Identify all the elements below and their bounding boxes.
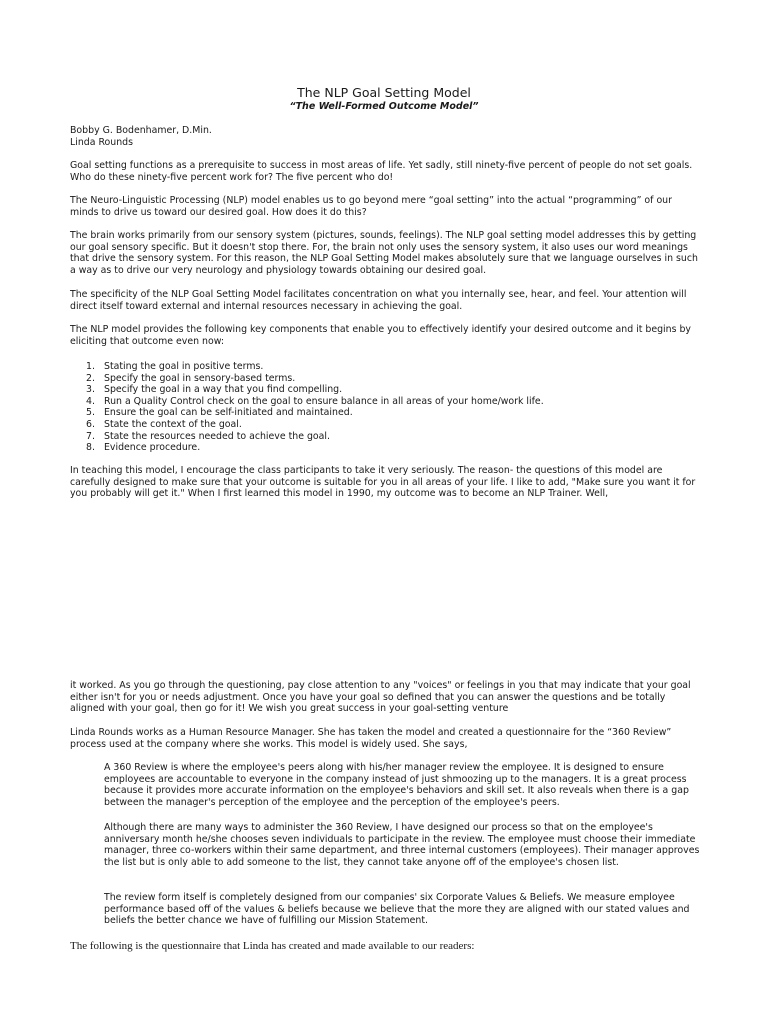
list-item-number: 6. — [86, 418, 95, 430]
linda-intro-paragraph: Linda Rounds works as a Human Resource Manager. She has taken the model and created a questionnaire for the “360 Review” process used at the company where she works. This model is widely used. She says, — [70, 727, 672, 750]
list-item-number: 5. — [86, 407, 95, 419]
list-item — [86, 361, 686, 373]
quote-paragraph: The review form itself is completely designed from our companies' six Corporate Values & Beliefs. We measure employee performance based off of the values & beliefs because we believe that the more they are aligned with our stated values and beliefs the better chance we have of fulfilling our Mission Statement. — [104, 892, 690, 927]
list-item-number: 4. — [86, 395, 95, 407]
author-name: Linda Rounds — [70, 136, 133, 148]
quote-paragraph: A 360 Review is where the employee's peers along with his/her manager review the employee. It is designed to ensure employees are accountable to everyone in the company instead of just shmoozing up to the managers. It is a great process because it provides more accurate information on the employee's behaviors and skill set. It also reveals when there is a gap between the manager's perception of the employee and the perception of the employee's peers. — [104, 762, 689, 808]
list-item — [86, 419, 686, 431]
body-paragraph: The brain works primarily from our sensory system (pictures, sounds, feelings). The NLP goal setting model addresses this by getting our goal sensory specific. But it doesn't stop there. For, the brain not only uses the sensory system, it also uses our word meanings that drive the sensory system. For this reason, the NLP Goal Setting Model makes absolutely sure that we language ourselves in such a way as to drive our very neurology and physiology towards obtaining our desired goal. — [70, 230, 698, 276]
author-list — [70, 125, 700, 148]
list-item-text: Evidence procedure. — [104, 442, 201, 454]
closing-line: The following is the questionnaire that Linda has created and made available to our readers: — [70, 940, 475, 952]
list-item-number: 7. — [86, 430, 95, 442]
body-paragraph: The NLP model provides the following key components that enable you to effectively identify your desired outcome and it begins by eliciting that outcome even now: — [70, 324, 691, 347]
list-item — [86, 442, 686, 454]
list-item-text: State the context of the goal. — [104, 418, 242, 430]
list-item — [86, 431, 686, 443]
body-paragraph: The specificity of the NLP Goal Setting Model facilitates concentration on what you internally see, hear, and feel. Your attention will direct itself toward external and internal resources necessary in achieving the goal. — [70, 289, 687, 312]
list-item-text: Specify the goal in sensory-based terms. — [104, 372, 296, 384]
list-item-number: 3. — [86, 384, 95, 396]
teaching-paragraph: In teaching this model, I encourage the class participants to take it very seriously. The reason- the questions of this model are carefully designed to make sure that your outcome is suitable for you in all areas of your life. I like to add, "Make sure you want it for you probably will get it." When I first learned this model in 1990, my outcome was to become an NLP Trainer. Well, — [70, 465, 696, 500]
quote-paragraph: Although there are many ways to administer the 360 Review, I have designed our process so that on the employee's anniversary month he/she chooses seven individuals to participate in the review. The employee must choose their immediate manager, three co-workers within their same department, and three internal customers (employees). Their manager approves the list but is only able to add someone to the list, they cannot take anyone off of the employee's chosen list. — [104, 822, 700, 868]
list-item — [86, 384, 686, 396]
list-item-text: Ensure the goal can be self-initiated and maintained. — [104, 407, 353, 419]
body-paragraph: The Neuro-Linguistic Processing (NLP) model enables us to go beyond mere “goal setting” into the actual “programming” of our minds to drive us toward our desired goal. How does it do this? — [70, 195, 672, 218]
continuation-paragraph: it worked. As you go through the questioning, pay close attention to any "voices" or feelings in you that may indicate that your goal either isn't for you or needs adjustment. Once you have your goal so defined that you can answer the questions and be totally aligned with your goal, then go for it! We wish you great success in your goal-setting venture — [70, 680, 691, 715]
list-item-text: Run a Quality Control check on the goal to ensure balance in all areas of your home/work life. — [104, 395, 544, 407]
document-subtitle: “The Well-Formed Outcome Model” — [289, 101, 479, 112]
list-item-number: 8. — [86, 442, 95, 454]
list-item — [86, 396, 686, 408]
author-name: Bobby G. Bodenhamer, D.Min. — [70, 125, 212, 136]
list-item-number: 2. — [86, 372, 95, 384]
list-item-number: 1. — [86, 361, 95, 372]
body-paragraph: Goal setting functions as a prerequisite to success in most areas of life. Yet sadly, still ninety-five percent of people do not set goals. Who do these ninety-five percent work for? The five percent who do! — [70, 160, 693, 183]
list-item — [86, 373, 686, 385]
goal-steps-list — [86, 361, 686, 454]
list-item-text: Stating the goal in positive terms. — [104, 361, 264, 372]
list-item-text: Specify the goal in a way that you find compelling. — [104, 384, 343, 396]
list-item — [86, 407, 686, 419]
document-title: The NLP Goal Setting Model — [297, 85, 471, 100]
list-item-text: State the resources needed to achieve the goal. — [104, 430, 330, 442]
